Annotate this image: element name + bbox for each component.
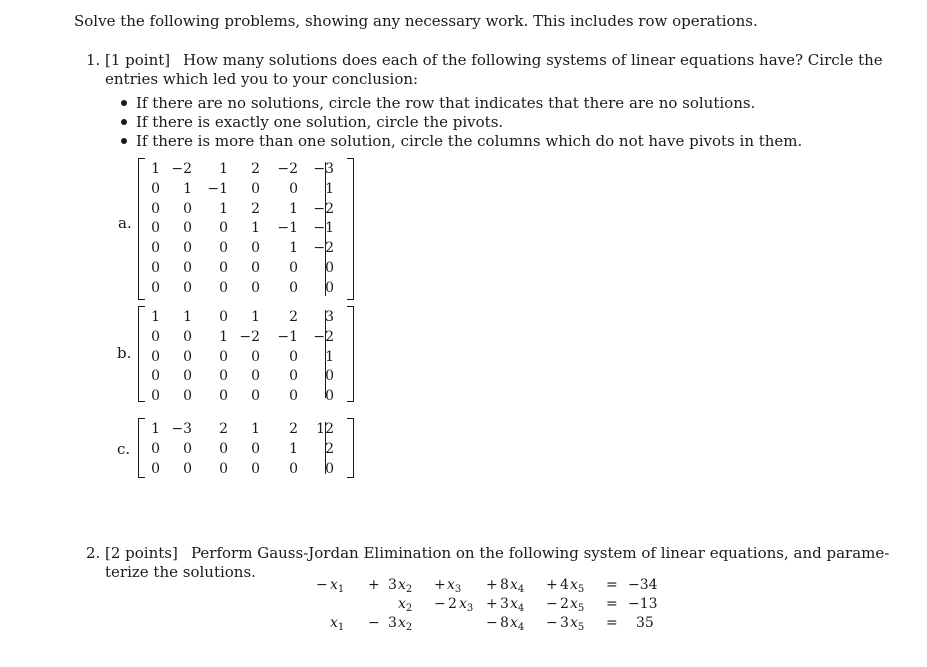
equation-token: = bbox=[606, 596, 618, 612]
matrix-cell: 1 bbox=[251, 309, 260, 325]
problem2-text-line2: terize the solutions. bbox=[105, 563, 256, 581]
matrix-cell: 0 bbox=[325, 388, 334, 405]
right-bracket bbox=[347, 158, 354, 300]
equation-token: − bbox=[368, 615, 380, 631]
matrix-cell: −2 bbox=[313, 328, 334, 345]
equation-token: + bbox=[434, 577, 446, 593]
matrix-cell: 0 bbox=[289, 180, 298, 197]
equation-variable: $x_1$ bbox=[330, 615, 345, 633]
matrix-cell: 0 bbox=[219, 260, 228, 276]
matrix-cell: 0 bbox=[183, 440, 192, 457]
matrix-cell: −2 bbox=[171, 161, 192, 177]
equation-token: + bbox=[368, 577, 380, 593]
matrix-cell: −1 bbox=[313, 220, 334, 237]
matrix-cell: −2 bbox=[313, 200, 334, 217]
bullet-dot-icon bbox=[121, 138, 127, 144]
equation-variable: $x_5$ bbox=[570, 577, 585, 595]
equation-token: 8 bbox=[500, 577, 509, 593]
equation-token: 3 bbox=[388, 615, 397, 631]
bullet-item: If there is more than one solution, circle the columns which do not have pivots in them. bbox=[136, 132, 803, 150]
matrix-cell: 0 bbox=[251, 348, 260, 365]
matrix-cell: 0 bbox=[183, 240, 192, 257]
problem1-text-line1: How many solutions does each of the following systems of linear equations have? Circle the bbox=[183, 51, 883, 69]
problem2-number: 2. bbox=[86, 544, 101, 562]
equation-token: = bbox=[606, 615, 618, 631]
matrix-cell: 2 bbox=[251, 200, 260, 217]
matrix-cell: 0 bbox=[151, 368, 160, 385]
equation-token: + bbox=[486, 577, 498, 593]
matrix-cell: 12 bbox=[316, 421, 334, 437]
equation-token: 3 bbox=[560, 615, 569, 631]
matrix-cell: 0 bbox=[183, 388, 192, 405]
matrix-cell: 0 bbox=[289, 388, 298, 405]
matrix-cell: 2 bbox=[325, 440, 334, 457]
matrix-cell: 0 bbox=[325, 368, 334, 385]
matrix-cell: 0 bbox=[251, 279, 260, 296]
matrix-cell: 1 bbox=[151, 421, 160, 437]
matrix-cell: 0 bbox=[219, 388, 228, 405]
matrix-cell: 1 bbox=[251, 421, 260, 437]
problem1-text-line2: entries which led you to your conclusion: bbox=[105, 70, 419, 88]
matrix-cell: 0 bbox=[219, 240, 228, 257]
matrix-b-label: b. bbox=[117, 344, 132, 362]
bullet-dot-icon bbox=[121, 119, 127, 125]
matrix-cell: 0 bbox=[151, 388, 160, 405]
equation-token: 2 bbox=[448, 596, 457, 612]
matrix-cell: 0 bbox=[289, 348, 298, 365]
right-bracket bbox=[347, 306, 354, 402]
bullet-item: If there are no solutions, circle the row that indicates that there are no solutions. bbox=[136, 94, 756, 112]
equation-variable: $x_2$ bbox=[398, 615, 413, 633]
equation-variable: $x_4$ bbox=[510, 577, 525, 595]
equation-token: − bbox=[486, 615, 498, 631]
matrix-cell: −2 bbox=[277, 161, 298, 177]
matrix-cell: 0 bbox=[183, 260, 192, 276]
matrix-cell: 0 bbox=[151, 200, 160, 217]
matrix-cell: 0 bbox=[219, 348, 228, 365]
bullet-dot-icon bbox=[121, 100, 127, 106]
equation-variable: $x_4$ bbox=[510, 615, 525, 633]
equation-token: + bbox=[486, 596, 498, 612]
matrix-cell: 0 bbox=[219, 440, 228, 457]
equation-token: 35 bbox=[636, 615, 654, 631]
matrix-cell: 0 bbox=[183, 460, 192, 477]
bullet-item: If there is exactly one solution, circle the pivots. bbox=[136, 113, 504, 131]
equation-token: 3 bbox=[388, 577, 397, 593]
matrix-cell: 0 bbox=[219, 460, 228, 477]
matrix-cell: 0 bbox=[251, 180, 260, 197]
matrix-cell: −1 bbox=[277, 328, 298, 345]
matrix-cell: 1 bbox=[219, 328, 228, 345]
matrix-cell: 0 bbox=[151, 460, 160, 477]
equation-variable: $x_5$ bbox=[570, 596, 585, 614]
matrix-cell: −2 bbox=[239, 328, 260, 345]
matrix-cell: 2 bbox=[251, 161, 260, 177]
matrix-cell: 0 bbox=[151, 240, 160, 257]
matrix-cell: 0 bbox=[151, 260, 160, 276]
equation-token: −34 bbox=[628, 577, 658, 593]
matrix-cell: 2 bbox=[289, 309, 298, 325]
matrix-cell: −1 bbox=[207, 180, 228, 197]
matrix-cell: 1 bbox=[183, 180, 192, 197]
matrix-cell: 0 bbox=[183, 348, 192, 365]
matrix-a-label: a. bbox=[118, 214, 132, 232]
matrix-cell: 0 bbox=[251, 240, 260, 257]
matrix-cell: 0 bbox=[151, 180, 160, 197]
equation-token: − bbox=[316, 577, 328, 593]
matrix-cell: 1 bbox=[183, 309, 192, 325]
matrix-cell: 0 bbox=[325, 460, 334, 477]
equation-variable: $x_3$ bbox=[459, 596, 474, 614]
equation-variable: $x_1$ bbox=[330, 577, 345, 595]
problem2-points: [2 points] bbox=[105, 544, 178, 562]
matrix-cell: 1 bbox=[151, 309, 160, 325]
matrix-cell: 1 bbox=[289, 240, 298, 257]
matrix-cell: 0 bbox=[151, 279, 160, 296]
matrix-cell: 0 bbox=[219, 368, 228, 385]
matrix-cell: 1 bbox=[219, 200, 228, 217]
matrix-cell: 0 bbox=[251, 440, 260, 457]
equation-variable: $x_2$ bbox=[398, 577, 413, 595]
matrix-c-label: c. bbox=[117, 440, 131, 458]
matrix-cell: 1 bbox=[289, 440, 298, 457]
matrix-cell: −1 bbox=[277, 220, 298, 237]
equation-token: −13 bbox=[628, 596, 658, 612]
equation-token: 4 bbox=[560, 577, 569, 593]
matrix-cell: 0 bbox=[183, 200, 192, 217]
matrix-cell: 0 bbox=[289, 260, 298, 276]
matrix-cell: 0 bbox=[151, 220, 160, 237]
matrix-cell: −2 bbox=[313, 240, 334, 257]
equation-variable: $x_5$ bbox=[570, 615, 585, 633]
equation-token: − bbox=[546, 596, 558, 612]
matrix-cell: 0 bbox=[251, 388, 260, 405]
problem1-points: [1 point] bbox=[105, 51, 171, 69]
matrix-cell: 0 bbox=[151, 328, 160, 345]
matrix-cell: 0 bbox=[219, 309, 228, 325]
matrix-cell: 2 bbox=[219, 421, 228, 437]
matrix-cell: 0 bbox=[251, 368, 260, 385]
matrix-cell: 3 bbox=[325, 309, 334, 325]
matrix-cell: 0 bbox=[325, 279, 334, 296]
matrix-b bbox=[138, 306, 354, 405]
matrix-cell: 0 bbox=[325, 260, 334, 276]
equation-token: + bbox=[546, 577, 558, 593]
matrix-cell: 0 bbox=[183, 368, 192, 385]
matrix-cell: 0 bbox=[183, 279, 192, 296]
matrix-cell: −3 bbox=[171, 421, 192, 437]
matrix-cell: 0 bbox=[289, 279, 298, 296]
matrix-cell: 0 bbox=[151, 348, 160, 365]
matrix-cell: 0 bbox=[289, 460, 298, 477]
equation-token: 3 bbox=[500, 596, 509, 612]
matrix-cell: 1 bbox=[151, 161, 160, 177]
equation-token: = bbox=[606, 577, 618, 593]
matrix-cell: −3 bbox=[313, 161, 334, 177]
problem2-text-line1: Perform Gauss-Jordan Elimination on the following system of linear equations, and parame- bbox=[191, 544, 890, 562]
matrix-cell: 2 bbox=[289, 421, 298, 437]
matrix-cell: 0 bbox=[251, 460, 260, 477]
matrix-c bbox=[138, 418, 354, 478]
matrix-cell: 0 bbox=[183, 220, 192, 237]
matrix-cell: 1 bbox=[325, 180, 334, 197]
matrix-cell: 0 bbox=[219, 279, 228, 296]
matrix-cell: 1 bbox=[219, 161, 228, 177]
matrix-cell: 1 bbox=[289, 200, 298, 217]
matrix-cell: 0 bbox=[183, 328, 192, 345]
matrix-a bbox=[138, 158, 354, 300]
equation-token: 2 bbox=[560, 596, 569, 612]
matrix-cell: 1 bbox=[325, 348, 334, 365]
matrix-cell: 0 bbox=[219, 220, 228, 237]
matrix-cell: 0 bbox=[251, 260, 260, 276]
right-bracket bbox=[347, 418, 354, 478]
equation-variable: $x_2$ bbox=[398, 596, 413, 614]
equation-token: 8 bbox=[500, 615, 509, 631]
equation-variable: $x_4$ bbox=[510, 596, 525, 614]
matrix-cell: 1 bbox=[251, 220, 260, 237]
equation-token: − bbox=[546, 615, 558, 631]
matrix-cell: 0 bbox=[289, 368, 298, 385]
equation-variable: $x_3$ bbox=[447, 577, 462, 595]
intro-text: Solve the following problems, showing any necessary work. This includes row operations. bbox=[74, 12, 758, 30]
matrix-cell: 0 bbox=[151, 440, 160, 457]
problem1-number: 1. bbox=[86, 51, 101, 69]
equation-token: − bbox=[434, 596, 446, 612]
